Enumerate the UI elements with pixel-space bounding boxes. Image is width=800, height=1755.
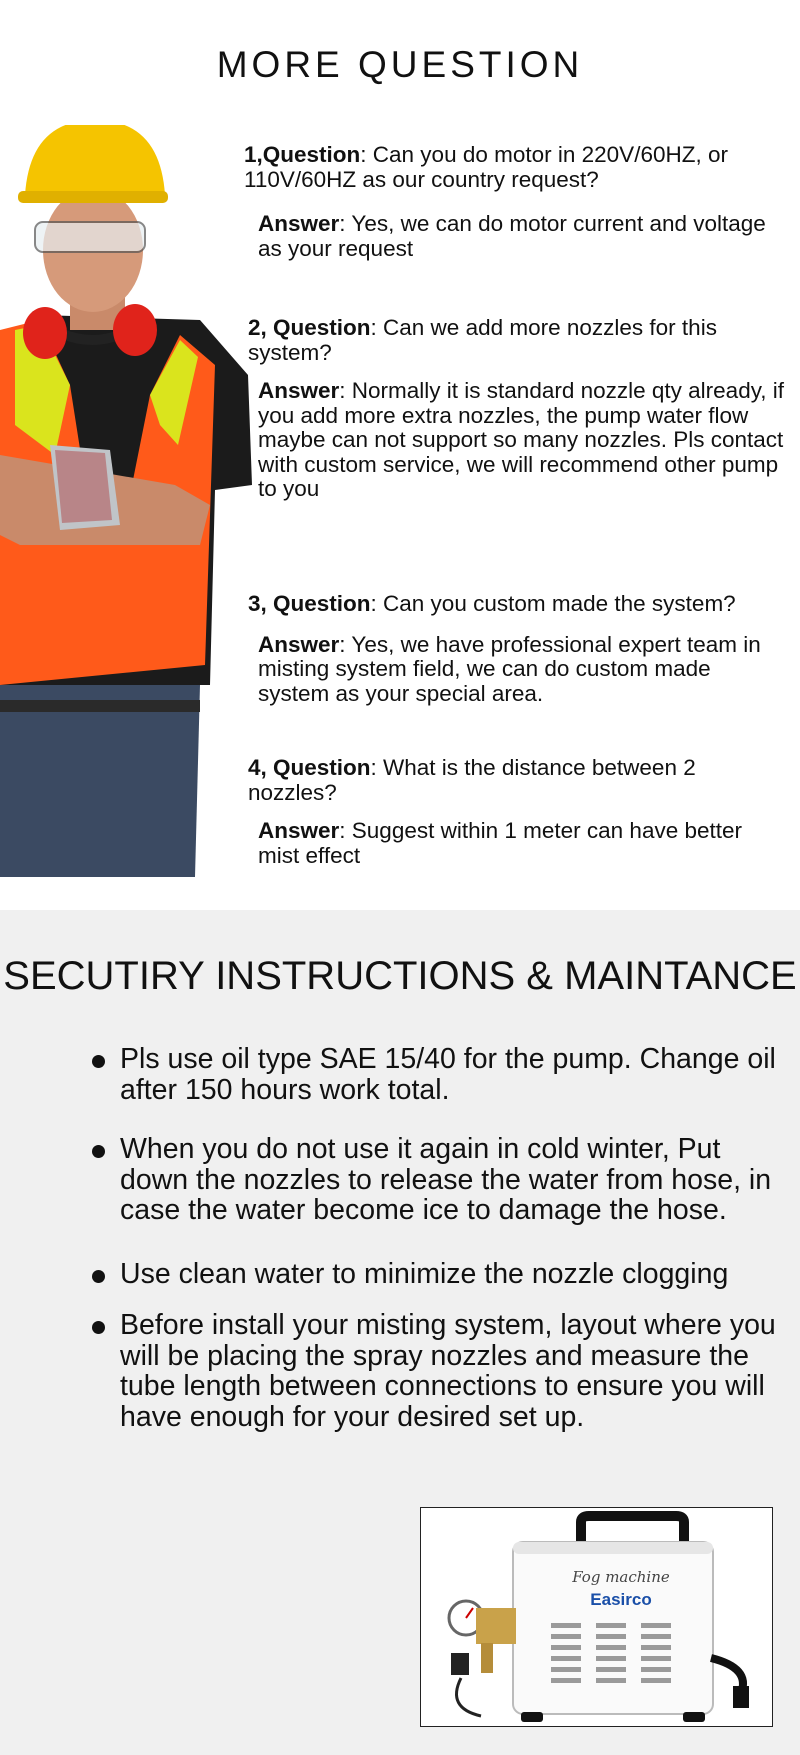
bullet-icon [92,1321,105,1334]
fog-machine-photo [420,1507,773,1727]
faq-item-1 [244,143,784,261]
list-item: When you do not use it again in cold winter, Put down the nozzles to release the water from hose, in case the water become ice to damage the hose. [88,1134,778,1226]
security-list [88,1310,778,1432]
security-list [88,1259,778,1290]
machine-script-label: Fog machine [572,1568,670,1586]
question-1: 1,Question: Can you do motor in 220V/60HZ, or 110V/60HZ as our country request? [244,142,728,192]
security-list [88,1044,778,1105]
security-title: SECUTIRY INSTRUCTIONS & MAINTANCE [3,954,797,998]
question-4: 4, Question: What is the distance between 2 nozzles? [248,755,696,805]
faq-item-4 [248,756,788,868]
security-list [88,1134,778,1226]
question-3: 3, Question: Can you custom made the system? [248,591,736,616]
faq-item-3 [248,592,788,706]
faq-item-2 [248,316,788,502]
fog-machine-illustration [421,1508,772,1726]
list-item: Pls use oil type SAE 15/40 for the pump. Change oil after 150 hours work total. [88,1044,778,1105]
bullet-icon [92,1270,105,1283]
bullet-icon [92,1145,105,1158]
question-2: 2, Question: Can we add more nozzles for this system? [248,315,717,365]
answer-4: Answer: Suggest within 1 meter can have better mist effect [258,818,743,868]
answer-3: Answer: Yes, we have professional expert team in misting system field, we can do custom made system as your special area. [258,631,761,706]
list-item: Before install your misting system, layout where you will be placing the spray nozzles and measure the tube length between connections to ensure you will have enough for your desired set up. [88,1310,778,1432]
answer-1: Answer: Yes, we can do motor current and voltage as your request [258,211,766,261]
answer-2: Answer: Normally it is standard nozzle qty already, if you add more extra nozzles, the pump water flow maybe can not support so many nozzles. Pls contact with custom service, we will recommend other pump to you [258,378,785,501]
machine-brand: Easirco [590,1590,652,1609]
faq-title: MORE QUESTION [216,44,584,85]
list-item: Use clean water to minimize the nozzle clogging [88,1259,778,1290]
worker-photo [0,125,255,877]
security-section [0,910,800,1755]
bullet-icon [92,1055,105,1068]
